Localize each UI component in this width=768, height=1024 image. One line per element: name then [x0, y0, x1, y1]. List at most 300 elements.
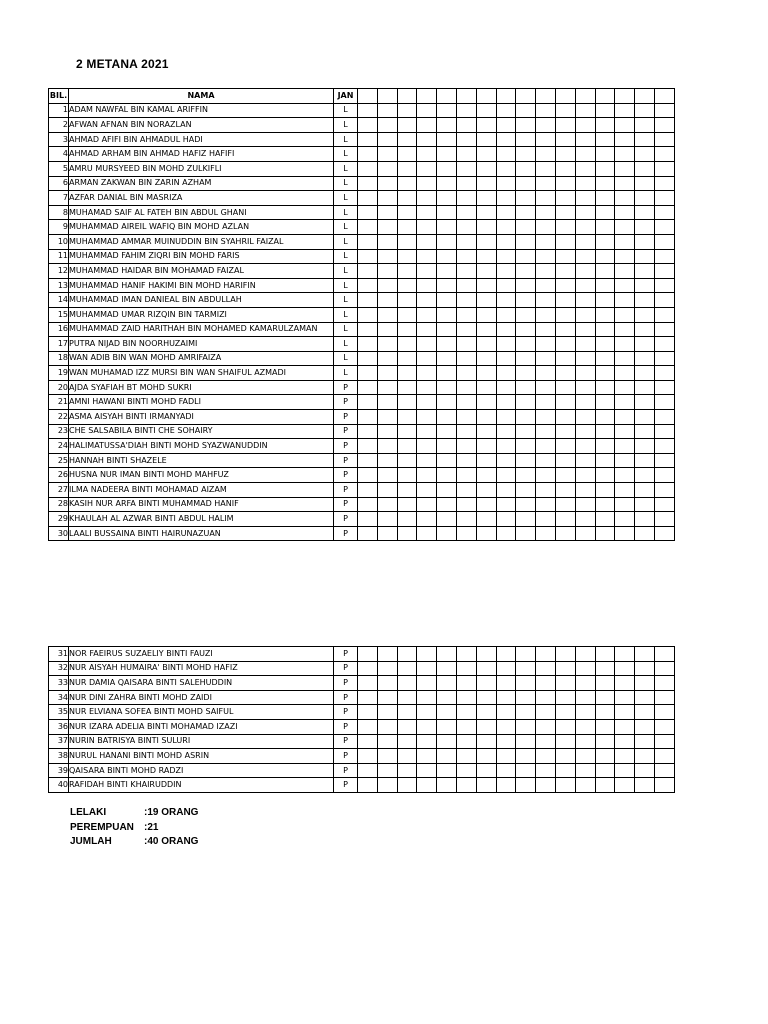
blank-cell — [358, 453, 378, 468]
blank-cell — [595, 410, 615, 425]
name-cell: MUHAMAD SAIF AL FATEH BIN ABDUL GHANI — [69, 205, 334, 220]
blank-cell — [417, 205, 437, 220]
blank-cell — [635, 395, 655, 410]
blank-cell — [595, 676, 615, 691]
blank-cell — [575, 453, 595, 468]
table-row — [49, 661, 675, 676]
blank-cell — [516, 778, 536, 793]
blank-cell — [536, 337, 556, 352]
blank-cell — [635, 734, 655, 749]
blank-cell — [437, 705, 457, 720]
blank-cell — [615, 161, 635, 176]
blank-cell — [536, 719, 556, 734]
blank-cell — [358, 103, 378, 118]
blank-cell — [417, 293, 437, 308]
blank-cell — [595, 293, 615, 308]
jantina-cell: L — [334, 366, 358, 381]
blank-cell — [437, 661, 457, 676]
blank-cell — [555, 453, 575, 468]
blank-cell — [635, 468, 655, 483]
jantina-cell: P — [334, 439, 358, 454]
name-cell: MUHAMMAD FAHIM ZIQRI BIN MOHD FARIS — [69, 249, 334, 264]
blank-cell — [615, 410, 635, 425]
blank-cell — [615, 118, 635, 133]
blank-cell — [358, 264, 378, 279]
blank-cell — [536, 647, 556, 662]
blank-cell — [358, 526, 378, 541]
blank-cell — [417, 220, 437, 235]
blank-cell — [456, 734, 476, 749]
blank-cell — [437, 161, 457, 176]
blank-cell — [377, 719, 397, 734]
bil-cell: 9 — [49, 220, 69, 235]
blank-cell — [437, 410, 457, 425]
blank-cell — [397, 132, 417, 147]
blank-cell — [417, 647, 437, 662]
table-row — [49, 264, 675, 279]
blank-cell — [496, 676, 516, 691]
blank-cell — [555, 234, 575, 249]
blank-cell — [595, 264, 615, 279]
jantina-cell: P — [334, 778, 358, 793]
blank-cell — [536, 661, 556, 676]
blank-cell — [456, 424, 476, 439]
blank-cell — [397, 778, 417, 793]
table-row — [49, 176, 675, 191]
blank-cell — [476, 453, 496, 468]
blank-cell — [536, 366, 556, 381]
blank-cell — [456, 191, 476, 206]
blank-cell — [456, 690, 476, 705]
blank-cell — [496, 483, 516, 498]
bil-cell: 33 — [49, 676, 69, 691]
blank-cell — [456, 453, 476, 468]
blank-cell — [516, 118, 536, 133]
blank-cell — [595, 322, 615, 337]
summary-value: :19 ORANG — [144, 807, 199, 818]
blank-cell — [654, 176, 674, 191]
blank-cell — [397, 690, 417, 705]
blank-cell — [417, 661, 437, 676]
blank-cell — [397, 483, 417, 498]
blank-cell — [437, 424, 457, 439]
blank-cell — [555, 89, 575, 104]
name-cell: NUR DINI ZAHRA BINTI MOHD ZAIDI — [69, 690, 334, 705]
blank-cell — [377, 191, 397, 206]
name-cell: KASIH NUR ARFA BINTI MUHAMMAD HANIF — [69, 497, 334, 512]
blank-cell — [595, 749, 615, 764]
blank-cell — [417, 705, 437, 720]
blank-cell — [536, 351, 556, 366]
jantina-cell: P — [334, 763, 358, 778]
name-cell: AMRU MURSYEED BIN MOHD ZULKIFLI — [69, 161, 334, 176]
blank-cell — [417, 526, 437, 541]
bil-cell: 18 — [49, 351, 69, 366]
blank-cell — [456, 337, 476, 352]
jantina-cell: L — [334, 351, 358, 366]
blank-cell — [437, 307, 457, 322]
blank-cell — [358, 410, 378, 425]
bil-cell: 28 — [49, 497, 69, 512]
blank-cell — [358, 234, 378, 249]
bil-cell: 5 — [49, 161, 69, 176]
name-cell: NUR IZARA ADELIA BINTI MOHAMAD IZAZI — [69, 719, 334, 734]
blank-cell — [536, 424, 556, 439]
blank-cell — [615, 264, 635, 279]
table-row — [49, 103, 675, 118]
blank-cell — [654, 191, 674, 206]
blank-cell — [397, 763, 417, 778]
blank-cell — [377, 307, 397, 322]
jantina-cell: L — [334, 234, 358, 249]
blank-cell — [635, 366, 655, 381]
blank-cell — [437, 395, 457, 410]
blank-cell — [476, 483, 496, 498]
table-row — [49, 468, 675, 483]
blank-cell — [397, 734, 417, 749]
blank-cell — [536, 676, 556, 691]
blank-cell — [635, 132, 655, 147]
blank-cell — [516, 410, 536, 425]
blank-cell — [575, 690, 595, 705]
blank-cell — [496, 351, 516, 366]
blank-cell — [555, 264, 575, 279]
bil-cell: 31 — [49, 647, 69, 662]
jantina-cell: L — [334, 118, 358, 133]
blank-cell — [575, 661, 595, 676]
blank-cell — [516, 497, 536, 512]
blank-cell — [437, 103, 457, 118]
blank-cell — [496, 380, 516, 395]
name-cell: ILMA NADEERA BINTI MOHAMAD AIZAM — [69, 483, 334, 498]
blank-cell — [456, 205, 476, 220]
blank-cell — [456, 468, 476, 483]
blank-cell — [417, 278, 437, 293]
jantina-cell: P — [334, 734, 358, 749]
blank-cell — [476, 676, 496, 691]
blank-cell — [496, 147, 516, 162]
blank-cell — [635, 191, 655, 206]
blank-cell — [555, 161, 575, 176]
blank-cell — [516, 234, 536, 249]
blank-cell — [654, 103, 674, 118]
bil-cell: 16 — [49, 322, 69, 337]
blank-cell — [575, 395, 595, 410]
blank-cell — [496, 249, 516, 264]
blank-cell — [595, 395, 615, 410]
blank-cell — [654, 439, 674, 454]
jantina-cell: P — [334, 483, 358, 498]
blank-cell — [654, 293, 674, 308]
blank-cell — [615, 661, 635, 676]
blank-cell — [536, 103, 556, 118]
blank-cell — [358, 690, 378, 705]
blank-cell — [417, 161, 437, 176]
blank-cell — [575, 278, 595, 293]
bil-cell: 27 — [49, 483, 69, 498]
blank-cell — [516, 424, 536, 439]
blank-cell — [437, 468, 457, 483]
blank-cell — [377, 351, 397, 366]
blank-cell — [615, 147, 635, 162]
blank-cell — [496, 176, 516, 191]
blank-cell — [358, 351, 378, 366]
jantina-cell: L — [334, 264, 358, 279]
blank-cell — [595, 191, 615, 206]
blank-cell — [615, 690, 635, 705]
blank-cell — [377, 497, 397, 512]
bil-cell: 35 — [49, 705, 69, 720]
blank-cell — [595, 161, 615, 176]
blank-cell — [536, 234, 556, 249]
name-cell: AFWAN AFNAN BIN NORAZLAN — [69, 118, 334, 133]
name-cell: WAN ADIB BIN WAN MOHD AMRIFAIZA — [69, 351, 334, 366]
jantina-cell: P — [334, 647, 358, 662]
bil-cell: 12 — [49, 264, 69, 279]
bil-cell: 34 — [49, 690, 69, 705]
blank-cell — [397, 676, 417, 691]
table-row — [49, 497, 675, 512]
blank-cell — [397, 220, 417, 235]
blank-cell — [635, 719, 655, 734]
blank-cell — [377, 118, 397, 133]
blank-cell — [358, 676, 378, 691]
blank-cell — [358, 719, 378, 734]
name-cell: AZFAR DANIAL BIN MASRIZA — [69, 191, 334, 206]
blank-cell — [615, 366, 635, 381]
blank-cell — [575, 483, 595, 498]
blank-cell — [615, 293, 635, 308]
blank-cell — [437, 293, 457, 308]
blank-cell — [377, 161, 397, 176]
blank-cell — [536, 322, 556, 337]
blank-cell — [496, 734, 516, 749]
blank-cell — [397, 103, 417, 118]
bil-cell: 17 — [49, 337, 69, 352]
blank-cell — [397, 719, 417, 734]
student-table — [48, 88, 675, 541]
blank-cell — [516, 453, 536, 468]
blank-cell — [536, 763, 556, 778]
table-row — [49, 366, 675, 381]
blank-cell — [635, 89, 655, 104]
blank-cell — [377, 234, 397, 249]
page-title: 2 METANA 2021 — [76, 57, 169, 71]
blank-cell — [496, 89, 516, 104]
table-row — [49, 337, 675, 352]
blank-cell — [476, 647, 496, 662]
blank-cell — [377, 483, 397, 498]
blank-cell — [496, 453, 516, 468]
blank-cell — [575, 512, 595, 527]
blank-cell — [555, 424, 575, 439]
header-jan: JAN — [334, 89, 358, 104]
name-cell: ASMA AISYAH BINTI IRMANYADI — [69, 410, 334, 425]
blank-cell — [555, 734, 575, 749]
blank-cell — [456, 249, 476, 264]
jantina-cell: P — [334, 705, 358, 720]
blank-cell — [496, 118, 516, 133]
blank-cell — [595, 778, 615, 793]
blank-cell — [377, 468, 397, 483]
blank-cell — [496, 468, 516, 483]
blank-cell — [615, 132, 635, 147]
blank-cell — [615, 676, 635, 691]
blank-cell — [437, 147, 457, 162]
blank-cell — [536, 220, 556, 235]
blank-cell — [516, 719, 536, 734]
blank-cell — [417, 483, 437, 498]
blank-cell — [377, 676, 397, 691]
bil-cell: 29 — [49, 512, 69, 527]
blank-cell — [437, 132, 457, 147]
blank-cell — [595, 453, 615, 468]
summary-row-jumlah — [70, 835, 198, 850]
blank-cell — [397, 278, 417, 293]
blank-cell — [358, 749, 378, 764]
table-row — [49, 705, 675, 720]
bil-cell: 3 — [49, 132, 69, 147]
blank-cell — [635, 705, 655, 720]
table-row — [49, 307, 675, 322]
jantina-cell: L — [334, 307, 358, 322]
blank-cell — [476, 278, 496, 293]
table-row — [49, 719, 675, 734]
blank-cell — [575, 749, 595, 764]
blank-cell — [496, 205, 516, 220]
blank-cell — [516, 264, 536, 279]
blank-cell — [377, 278, 397, 293]
blank-cell — [456, 307, 476, 322]
table-row — [49, 512, 675, 527]
blank-cell — [595, 307, 615, 322]
blank-cell — [476, 337, 496, 352]
name-cell: AHMAD AFIFI BIN AHMADUL HADI — [69, 132, 334, 147]
blank-cell — [456, 778, 476, 793]
blank-cell — [476, 439, 496, 454]
blank-cell — [417, 410, 437, 425]
blank-cell — [516, 293, 536, 308]
blank-cell — [654, 89, 674, 104]
blank-cell — [377, 647, 397, 662]
blank-cell — [555, 676, 575, 691]
blank-cell — [456, 322, 476, 337]
table-row — [49, 191, 675, 206]
blank-cell — [654, 705, 674, 720]
blank-cell — [496, 778, 516, 793]
bil-cell: 7 — [49, 191, 69, 206]
blank-cell — [575, 380, 595, 395]
blank-cell — [358, 763, 378, 778]
bil-cell: 20 — [49, 380, 69, 395]
blank-cell — [437, 690, 457, 705]
blank-cell — [417, 763, 437, 778]
blank-cell — [476, 424, 496, 439]
blank-cell — [377, 734, 397, 749]
blank-cell — [476, 161, 496, 176]
blank-cell — [635, 161, 655, 176]
blank-cell — [397, 380, 417, 395]
blank-cell — [456, 176, 476, 191]
blank-cell — [615, 705, 635, 720]
bil-cell: 23 — [49, 424, 69, 439]
blank-cell — [555, 763, 575, 778]
blank-cell — [397, 351, 417, 366]
blank-cell — [437, 763, 457, 778]
header-bil: BIL. — [49, 89, 69, 104]
blank-cell — [516, 89, 536, 104]
blank-cell — [377, 380, 397, 395]
table-row — [49, 161, 675, 176]
blank-cell — [476, 249, 496, 264]
blank-cell — [555, 132, 575, 147]
blank-cell — [417, 453, 437, 468]
blank-cell — [595, 468, 615, 483]
blank-cell — [496, 220, 516, 235]
blank-cell — [536, 778, 556, 793]
blank-cell — [635, 220, 655, 235]
blank-cell — [516, 734, 536, 749]
blank-cell — [377, 778, 397, 793]
table-row — [49, 147, 675, 162]
blank-cell — [476, 526, 496, 541]
blank-cell — [437, 205, 457, 220]
blank-cell — [575, 676, 595, 691]
blank-cell — [437, 322, 457, 337]
blank-cell — [654, 661, 674, 676]
blank-cell — [615, 512, 635, 527]
blank-cell — [377, 249, 397, 264]
blank-cell — [615, 103, 635, 118]
blank-cell — [615, 439, 635, 454]
blank-cell — [476, 176, 496, 191]
blank-cell — [397, 410, 417, 425]
jantina-cell: P — [334, 380, 358, 395]
jantina-cell: P — [334, 424, 358, 439]
blank-cell — [595, 89, 615, 104]
blank-cell — [496, 705, 516, 720]
bil-cell: 24 — [49, 439, 69, 454]
blank-cell — [615, 497, 635, 512]
blank-cell — [516, 351, 536, 366]
blank-cell — [476, 690, 496, 705]
blank-cell — [397, 322, 417, 337]
blank-cell — [397, 147, 417, 162]
blank-cell — [536, 89, 556, 104]
blank-cell — [595, 366, 615, 381]
bil-cell: 15 — [49, 307, 69, 322]
blank-cell — [575, 410, 595, 425]
blank-cell — [555, 380, 575, 395]
blank-cell — [437, 719, 457, 734]
blank-cell — [595, 103, 615, 118]
bil-cell: 10 — [49, 234, 69, 249]
student-table-continued — [48, 646, 675, 793]
blank-cell — [654, 264, 674, 279]
blank-cell — [536, 147, 556, 162]
blank-cell — [516, 322, 536, 337]
blank-cell — [575, 705, 595, 720]
blank-cell — [456, 293, 476, 308]
blank-cell — [476, 410, 496, 425]
blank-cell — [417, 118, 437, 133]
blank-cell — [516, 205, 536, 220]
blank-cell — [555, 705, 575, 720]
blank-cell — [615, 249, 635, 264]
blank-cell — [536, 132, 556, 147]
blank-cell — [615, 191, 635, 206]
table-row — [49, 690, 675, 705]
